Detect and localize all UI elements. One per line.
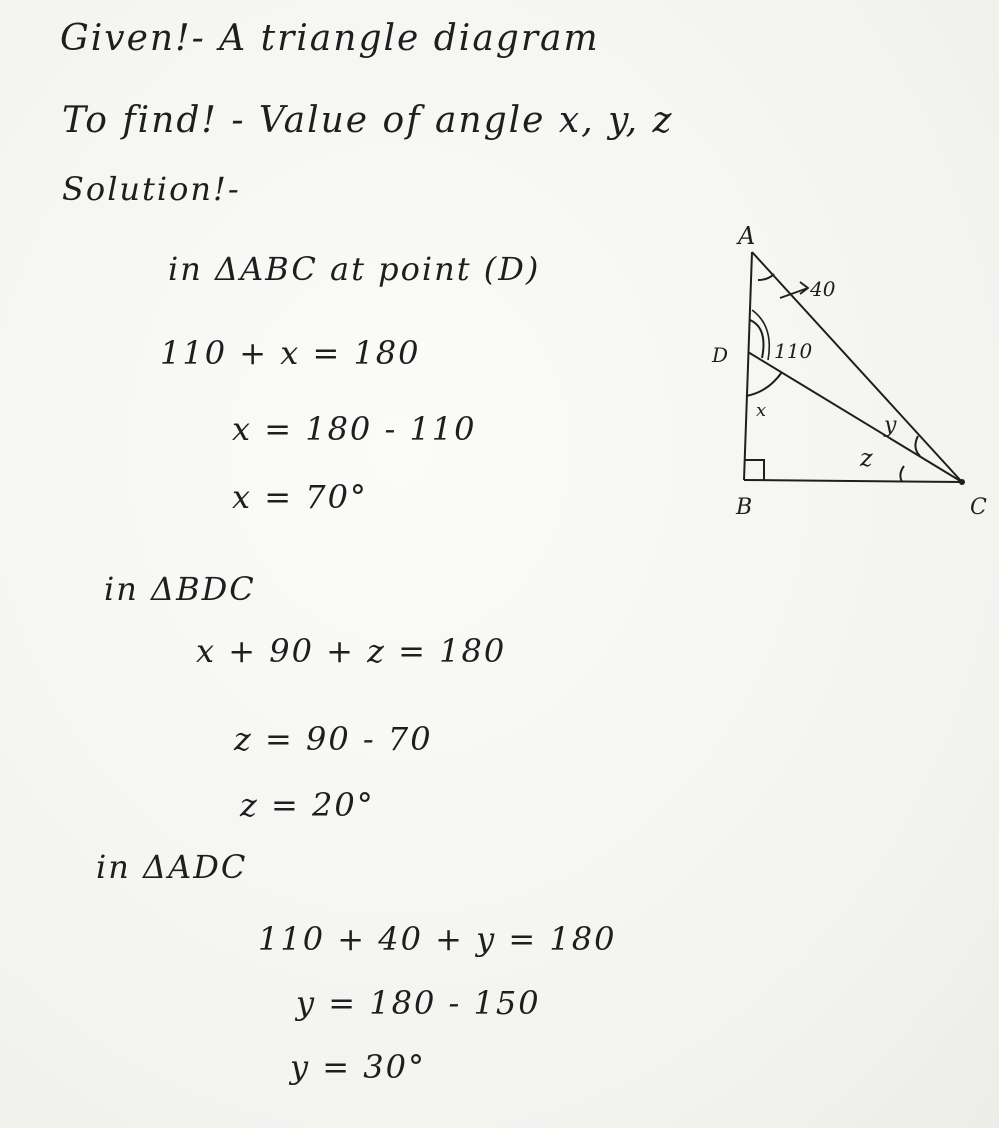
angle-label-40: 40 [810,277,836,301]
step-adc-eq1: 110 + 40 + y = 180 [258,920,617,958]
segment-dc [748,352,962,482]
angle-label-x: x [756,400,767,421]
step-bdc-eq1: x + 90 + z = 180 [196,632,507,670]
angle-arc-a [758,274,774,280]
step-abc-eq2: x = 180 - 110 [232,410,477,448]
step-abc-heading: in ΔABC at point (D) [168,250,541,288]
step-abc-eq1: 110 + x = 180 [160,334,421,372]
angle-label-110: 110 [774,339,813,363]
angle-label-z: z [860,444,873,472]
side-ab [744,252,752,480]
step-bdc-heading: in ΔBDC [104,570,256,608]
angle-arc-adc-2 [752,310,769,360]
step-abc-eq3: x = 70° [232,478,368,516]
label-c: C [970,495,987,520]
angle-arc-adc [750,320,764,358]
side-ac [752,252,962,482]
step-adc-heading: in ΔADC [96,848,248,886]
solution-heading: Solution!- [62,170,241,208]
given-line: Given!- A triangle diagram [60,18,600,59]
right-angle-mark [744,460,764,480]
step-adc-eq3: y = 30° [290,1048,426,1086]
arrow-to-40 [780,282,808,298]
label-d: D [712,343,729,367]
side-bc [744,480,962,482]
angle-arc-z [900,466,904,482]
angle-arc-x [746,372,782,396]
to-find-line: To find! - Value of angle x, y, z [62,100,674,141]
angle-label-y: y [884,413,897,438]
label-a: A [738,222,756,250]
step-adc-eq2: y = 180 - 150 [296,984,541,1022]
point-c-dot [959,479,965,485]
triangle-diagram [690,210,999,530]
step-bdc-eq3: z = 20° [240,786,375,824]
step-bdc-eq2: z = 90 - 70 [234,720,433,758]
label-b: B [736,495,753,520]
